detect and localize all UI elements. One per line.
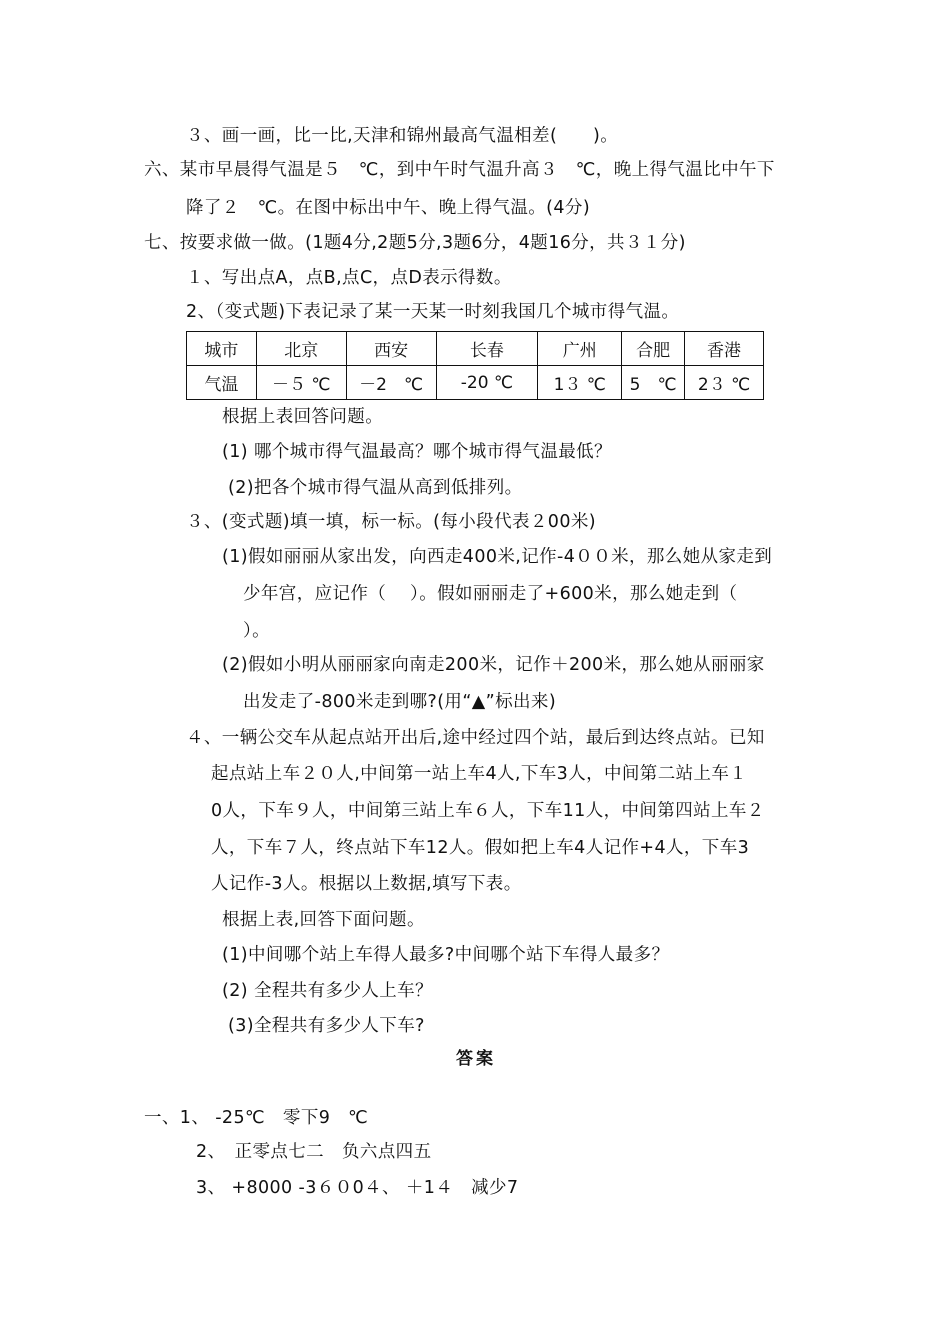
table-cell: 长春 xyxy=(436,332,538,366)
q7-item-4-line-1: ４、一辆公交车从起点站开出后,途中经过四个站，最后到达终点站。已知 xyxy=(186,728,765,748)
q6-line-2: 降了２ ℃。在图中标出中午、晚上得气温。(4分) xyxy=(186,198,591,218)
table-cell: 北京 xyxy=(256,332,346,366)
answer-1-3: 3、 +8000 -3６０0４、 ＋1４ 减少7 xyxy=(196,1178,519,1198)
q7-item-4-line-4: 人，下车７人，终点站下车12人。假如把上车4人记作+4人，下车3 xyxy=(211,838,750,858)
q7-3-sub-1-line-2: 少年宫，应记作（ ）。假如丽丽走了+600米，那么她走到（ xyxy=(243,584,738,604)
q7-item-3: ３、(变式题)填一填，标一标。(每小段代表２00米) xyxy=(186,512,596,532)
table-header-row xyxy=(187,332,764,366)
table-cell: 香港 xyxy=(685,332,764,366)
q6-line-1: 六、某市早晨得气温是５ ℃，到中午时气温升高３ ℃，晚上得气温比中午下 xyxy=(144,160,775,180)
q7-item-2: 2、（变式题)下表记录了某一天某一时刻我国几个城市得气温。 xyxy=(186,302,680,322)
q7-3-sub-1-line-3: ）。 xyxy=(243,621,271,641)
q7-2-prompt: 根据上表回答问题。 xyxy=(222,407,384,427)
table-cell: －５ ℃ xyxy=(256,366,346,400)
answer-1-2: 2、 正零点七二 负六点四五 xyxy=(196,1142,432,1162)
q7-2-sub-1: (1) 哪个城市得气温最高？哪个城市得气温最低？ xyxy=(222,442,612,462)
table-cell: 5 ℃ xyxy=(622,366,685,400)
table-cell: 合肥 xyxy=(622,332,685,366)
q7-3-sub-2-line-2: 出发走了-800米走到哪?(用“▲”标出来) xyxy=(243,692,557,712)
table-cell: 1３ ℃ xyxy=(538,366,622,400)
answer-1-1: 一、1、 -25℃ 零下9 ℃ xyxy=(144,1108,369,1128)
table-cell: 广州 xyxy=(538,332,622,366)
q7-4-sub-2: (2) 全程共有多少人上车？ xyxy=(222,981,433,1001)
q7-3-sub-2-line-1: (2)假如小明从丽丽家向南走200米，记作＋200米，那么她从丽丽家 xyxy=(222,655,765,675)
answer-title: 答案 xyxy=(456,1049,496,1069)
q7-item-4-line-2: 起点站上车２０人,中间第一站上车4人,下车3人，中间第二站上车１ xyxy=(211,764,748,784)
table-cell: -20 ℃ xyxy=(436,366,538,400)
table-cell: －2 ℃ xyxy=(346,366,436,400)
q5-item-3: ３、画一画，比一比,天津和锦州最高气温相差( )。 xyxy=(186,126,619,146)
q7-4-sub-1: (1)中间哪个站上车得人最多?中间哪个站下车得人最多？ xyxy=(222,945,670,965)
city-temperature-table xyxy=(186,331,764,400)
q7-3-sub-1-line-1: (1)假如丽丽从家出发，向西走400米,记作-4００米，那么她从家走到 xyxy=(222,547,773,567)
table-cell: 2３ ℃ xyxy=(685,366,764,400)
table-row xyxy=(187,366,764,400)
q7-item-4-line-5: 人记作-3人。根据以上数据,填写下表。 xyxy=(211,874,522,894)
q7-4-prompt: 根据上表,回答下面问题。 xyxy=(222,910,425,930)
q7-heading: 七、按要求做一做。(1题4分,2题5分,3题6分，4题16分，共３１分) xyxy=(144,233,686,253)
table-cell: 城市 xyxy=(187,332,257,366)
table-cell: 气温 xyxy=(187,366,257,400)
table-cell: 西安 xyxy=(346,332,436,366)
q7-2-sub-2: (2)把各个城市得气温从高到低排列。 xyxy=(228,478,523,498)
q7-item-4-line-3: 0人，下车９人，中间第三站上车６人，下车11人，中间第四站上车２ xyxy=(211,801,765,821)
q7-4-sub-3: (3)全程共有多少人下车? xyxy=(228,1016,425,1036)
q7-item-1: １、写出点A，点B,点C，点D表示得数。 xyxy=(186,268,512,288)
